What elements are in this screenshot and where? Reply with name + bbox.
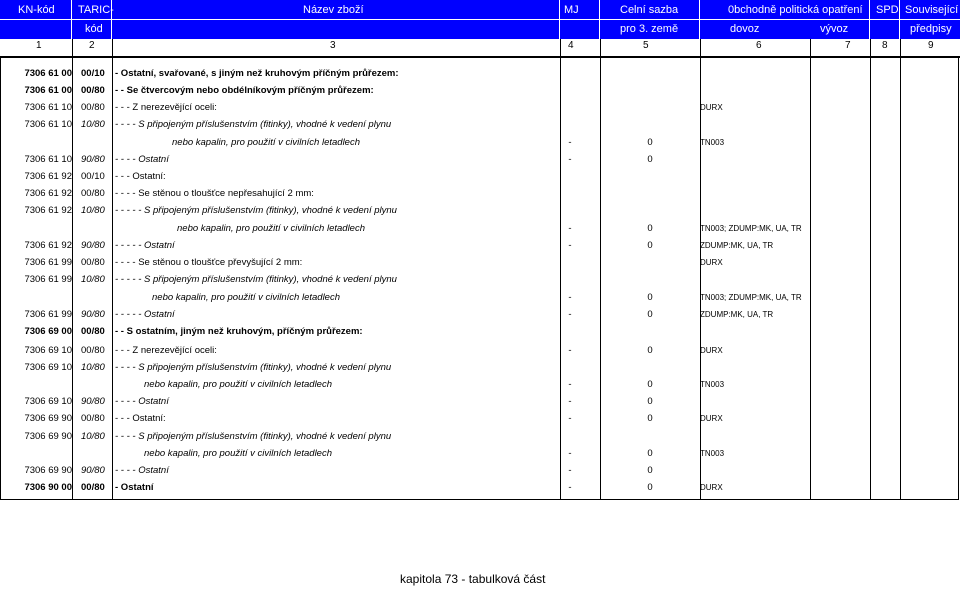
column-number: 4 bbox=[568, 40, 574, 51]
column-divider bbox=[900, 39, 901, 56]
policy-measure: TN003 bbox=[700, 380, 725, 389]
duty-rate: 0 bbox=[647, 448, 653, 459]
column-number: 5 bbox=[643, 40, 649, 51]
unit-value: - bbox=[568, 292, 572, 303]
unit-value: - bbox=[568, 379, 572, 390]
table-header bbox=[0, 0, 960, 39]
column-number: 3 bbox=[330, 40, 336, 51]
goods-description: - Ostatní bbox=[115, 482, 154, 493]
header-duty-bottom: pro 3. země bbox=[620, 23, 679, 35]
taric-code: 90/80 bbox=[81, 465, 105, 476]
goods-description: - - - Ostatní: bbox=[115, 413, 166, 424]
taric-code: 00/10 bbox=[81, 171, 105, 182]
column-divider bbox=[600, 39, 601, 56]
taric-code: 10/80 bbox=[81, 431, 105, 442]
goods-description: - - - - Se stěnou o tloušťce nepřesahující 2 mm: bbox=[115, 188, 314, 199]
duty-rate: 0 bbox=[647, 379, 653, 390]
goods-description: - - - - S připojeným příslušenstvím (fitinky), vhodné k vedení plynu bbox=[115, 431, 392, 442]
policy-measure: DURX bbox=[700, 103, 723, 112]
taric-code: 10/80 bbox=[81, 362, 105, 373]
unit-value: - bbox=[568, 482, 572, 493]
taric-code: 00/80 bbox=[81, 345, 105, 356]
policy-measure: TN003; ZDUMP:MK, UA, TR bbox=[700, 293, 802, 302]
duty-rate: 0 bbox=[647, 223, 653, 234]
kn-code: 7306 61 10 bbox=[24, 102, 72, 113]
goods-description: - - - Z nerezevějící oceli: bbox=[115, 345, 217, 356]
policy-measure: DURX bbox=[700, 483, 723, 492]
goods-description: - - - - S připojeným příslušenstvím (fitinky), vhodné k vedení plynu bbox=[115, 362, 392, 373]
unit-value: - bbox=[568, 309, 572, 320]
taric-code: 00/80 bbox=[81, 102, 105, 113]
column-number: 8 bbox=[882, 40, 888, 51]
taric-code: 10/80 bbox=[81, 205, 105, 216]
table-row bbox=[0, 221, 960, 238]
column-divider bbox=[700, 39, 701, 56]
policy-measure: TN003 bbox=[700, 138, 725, 147]
kn-code: 7306 61 00 bbox=[24, 85, 72, 96]
column-number: 2 bbox=[89, 40, 95, 51]
header-taric-top: TARIC- bbox=[78, 4, 114, 16]
taric-code: 90/80 bbox=[81, 154, 105, 165]
duty-rate: 0 bbox=[647, 240, 653, 251]
taric-code: 90/80 bbox=[81, 396, 105, 407]
taric-code: 00/80 bbox=[81, 85, 105, 96]
goods-description: - - - Ostatní: bbox=[115, 171, 166, 182]
kn-code: 7306 69 10 bbox=[24, 396, 72, 407]
kn-code: 7306 69 90 bbox=[24, 465, 72, 476]
goods-description: - - Se čtvercovým nebo obdélníkovým příčným průřezem: bbox=[115, 85, 374, 96]
table-row bbox=[0, 255, 960, 272]
kn-code: 7306 69 90 bbox=[24, 413, 72, 424]
unit-value: - bbox=[568, 345, 572, 356]
kn-code: 7306 69 00 bbox=[24, 326, 72, 337]
header-related-bottom: předpisy bbox=[910, 23, 952, 35]
kn-code: 7306 61 99 bbox=[24, 309, 72, 320]
kn-code: 7306 61 92 bbox=[24, 188, 72, 199]
table-row bbox=[0, 343, 960, 360]
taric-code: 00/80 bbox=[81, 413, 105, 424]
policy-measure: DURX bbox=[700, 258, 723, 267]
header-import: dovoz bbox=[730, 23, 760, 35]
taric-code: 00/80 bbox=[81, 482, 105, 493]
kn-code: 7306 61 92 bbox=[24, 171, 72, 182]
goods-description: - Ostatní, svařované, s jiným než kruhovým příčným průřezem: bbox=[115, 68, 399, 79]
taric-code: 00/80 bbox=[81, 257, 105, 268]
duty-rate: 0 bbox=[647, 465, 653, 476]
goods-description: - - - - S připojeným příslušenstvím (fitinky), vhodné k vedení plynu bbox=[115, 119, 392, 130]
duty-rate: 0 bbox=[647, 345, 653, 356]
taric-code: 00/80 bbox=[81, 326, 105, 337]
kn-code: 7306 61 10 bbox=[24, 154, 72, 165]
table-row bbox=[0, 360, 960, 377]
taric-code: 90/80 bbox=[81, 309, 105, 320]
table-row bbox=[0, 135, 960, 152]
duty-rate: 0 bbox=[647, 413, 653, 424]
duty-rate: 0 bbox=[647, 482, 653, 493]
goods-description: - - - - Ostatní bbox=[115, 154, 169, 165]
policy-measure: DURX bbox=[700, 414, 723, 423]
duty-rate: 0 bbox=[647, 309, 653, 320]
table-row bbox=[0, 83, 960, 100]
unit-value: - bbox=[568, 396, 572, 407]
table-row bbox=[0, 446, 960, 463]
header-export: vývoz bbox=[820, 23, 849, 35]
kn-code: 7306 69 10 bbox=[24, 362, 72, 373]
table-row bbox=[0, 117, 960, 134]
header-kn: KN-kód bbox=[18, 4, 55, 16]
duty-rate: 0 bbox=[647, 292, 653, 303]
unit-value: - bbox=[568, 223, 572, 234]
column-number: 1 bbox=[36, 40, 42, 51]
duty-rate: 0 bbox=[647, 137, 653, 148]
goods-description: nebo kapalin, pro použití v civilních letadlech bbox=[172, 137, 361, 148]
header-duty-top: Celní sazba bbox=[620, 4, 679, 16]
unit-value: - bbox=[568, 413, 572, 424]
column-divider bbox=[560, 39, 561, 56]
taric-code: 10/80 bbox=[81, 119, 105, 130]
taric-code: 90/80 bbox=[81, 240, 105, 251]
column-number: 6 bbox=[756, 40, 762, 51]
table-row bbox=[0, 324, 960, 341]
table-row bbox=[0, 169, 960, 186]
column-number: 9 bbox=[928, 40, 934, 51]
kn-code: 7306 61 92 bbox=[24, 240, 72, 251]
column-divider bbox=[810, 39, 811, 56]
column-divider bbox=[112, 39, 113, 56]
table-row bbox=[0, 100, 960, 117]
goods-description: - - - - - Ostatní bbox=[115, 309, 175, 320]
kn-code: 7306 61 99 bbox=[24, 274, 72, 285]
policy-measure: ZDUMP:MK, UA, TR bbox=[700, 241, 774, 250]
header-taric-bottom: kód bbox=[85, 23, 103, 35]
goods-description: - - - - - S připojeným příslušenstvím (fitinky), vhodné k vedení plynu bbox=[115, 205, 397, 216]
table-row bbox=[0, 411, 960, 428]
goods-description: nebo kapalin, pro použití v civilních letadlech bbox=[144, 379, 333, 390]
page-footer: kapitola 73 - tabulková část bbox=[400, 572, 546, 586]
kn-code: 7306 90 00 bbox=[24, 482, 72, 493]
header-name: Název zboží bbox=[303, 4, 364, 16]
table-row bbox=[0, 66, 960, 83]
policy-measure: ZDUMP:MK, UA, TR bbox=[700, 310, 774, 319]
unit-value: - bbox=[568, 448, 572, 459]
header-related-top: Související bbox=[905, 4, 959, 16]
kn-code: 7306 61 00 bbox=[24, 68, 72, 79]
goods-description: - - - - - S připojeným příslušenstvím (fitinky), vhodné k vedení plynu bbox=[115, 274, 397, 285]
kn-code: 7306 69 10 bbox=[24, 345, 72, 356]
taric-code: 00/10 bbox=[81, 68, 105, 79]
policy-measure: TN003 bbox=[700, 449, 725, 458]
header-spd: SPD bbox=[876, 4, 899, 16]
taric-code: 10/80 bbox=[81, 274, 105, 285]
goods-description: - - - - Se stěnou o tloušťce převyšující 2 mm: bbox=[115, 257, 303, 268]
duty-rate: 0 bbox=[647, 154, 653, 165]
kn-code: 7306 69 90 bbox=[24, 431, 72, 442]
goods-description: nebo kapalin, pro použití v civilních letadlech bbox=[152, 292, 341, 303]
goods-description: - - - Z nerezevějící oceli: bbox=[115, 102, 217, 113]
table-row bbox=[0, 480, 960, 497]
table-row bbox=[0, 238, 960, 255]
table-row bbox=[0, 152, 960, 169]
policy-measure: TN003; ZDUMP:MK, UA, TR bbox=[700, 224, 802, 233]
column-numbers-row bbox=[0, 39, 960, 58]
column-number: 7 bbox=[845, 40, 851, 51]
unit-value: - bbox=[568, 465, 572, 476]
table-row bbox=[0, 186, 960, 203]
kn-code: 7306 61 10 bbox=[24, 119, 72, 130]
duty-rate: 0 bbox=[647, 396, 653, 407]
table-row bbox=[0, 429, 960, 446]
column-divider bbox=[870, 39, 871, 56]
table-row bbox=[0, 203, 960, 220]
table-row bbox=[0, 307, 960, 324]
goods-description: - - S ostatním, jiným než kruhovým, příčným průřezem: bbox=[115, 326, 363, 337]
unit-value: - bbox=[568, 137, 572, 148]
header-policy: 0bchodně politická opatření bbox=[728, 4, 863, 16]
policy-measure: DURX bbox=[700, 346, 723, 355]
goods-description: nebo kapalin, pro použití v civilních letadlech bbox=[177, 223, 366, 234]
kn-code: 7306 61 92 bbox=[24, 205, 72, 216]
goods-description: - - - - Ostatní bbox=[115, 396, 169, 407]
table-row bbox=[0, 463, 960, 480]
kn-code: 7306 61 99 bbox=[24, 257, 72, 268]
table-row bbox=[0, 377, 960, 394]
column-divider bbox=[72, 39, 73, 56]
unit-value: - bbox=[568, 240, 572, 251]
goods-description: - - - - Ostatní bbox=[115, 465, 169, 476]
table-row bbox=[0, 272, 960, 289]
table-row bbox=[0, 290, 960, 307]
unit-value: - bbox=[568, 154, 572, 165]
taric-code: 00/80 bbox=[81, 188, 105, 199]
goods-description: - - - - - Ostatní bbox=[115, 240, 175, 251]
table-row bbox=[0, 394, 960, 411]
goods-description: nebo kapalin, pro použití v civilních letadlech bbox=[144, 448, 333, 459]
header-mj: MJ bbox=[564, 4, 579, 16]
